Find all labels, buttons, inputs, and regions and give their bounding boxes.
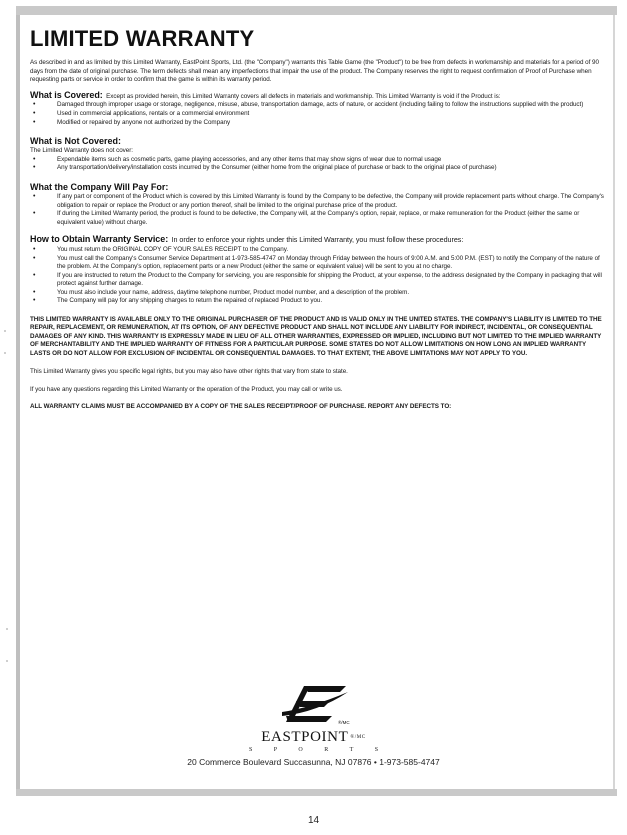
section-covered: [30, 91, 606, 127]
list-item: • If during the Limited Warranty period, the product is found to be defective, the Company will, at the Company's option, repair, replace, or make remuneration for the Product (either the same or equivalent value) without charge.: [30, 210, 606, 227]
section-service: [30, 235, 606, 306]
list-item: • Damaged through improper usage or storage, negligence, misuse, abuse, transportation damage, acts of nature, or accident (including failing to follow the instructions supplied with the product): [30, 101, 606, 110]
will-pay-heading: What the Company Will Pay For:: [30, 181, 169, 192]
intro-paragraph: As described in and as limited by this Limited Warranty, EastPoint Sports, Ltd. (the "Company") warrants this Table Game (the "Product") to be free from defects in workmanship and materials for a period of 90 days from the date of original purchase. The term defects shall mean any imperfections that impair the use of the product. The Company reserves the right to request confirmation of Proof of Purchase when requesting parts or service in order to confirm that the game is within its warranty period.: [30, 59, 599, 84]
company-address: 20 Commerce Boulevard Succasunna, NJ 07876 • 1-973-585-4747: [187, 757, 440, 767]
list-item: • Used in commercial applications, rentals or a commercial environment: [30, 110, 606, 119]
scan-mark: [4, 352, 6, 354]
liability-disclaimer: THIS LIMITED WARRANTY IS AVAILABLE ONLY TO THE ORIGINAL PURCHASER OF THE PRODUCT AND IS VALID ONLY IN THE UNITED STATES. THE COMPANY'S LIABILITY IS LIMITED TO THE REPAIR, REPLACEMENT, OR REMUNERATION, AT ITS OPTION, OF ANY DEFECTIVE PRODUCT AND SHALL NOT INCLUDE ANY LIABILITY FOR INDIRECT, INCIDENTAL, OR CONSEQUENTIAL DAMAGES OF ANY KIND. THIS WARRANTY IS EXPRESSLY MADE IN LIEU OF ALL OTHER WARRANTIES, EXPRESSED OR IMPLIED, INCLUDING BUT NOT LIMITED TO THE IMPLIED WARRANTY OF MERCHANTABILITY AND THE IMPLIED WARRANTY OF FITNESS FOR A PARTICULAR PURPOSE. SOME STATES DO NOT ALLOW LIMITATIONS ON HOW LONG AN IMPLIED WARRANTY LASTS OR DO NOT ALLOW FOR EXCLUSION OF INCIDENTAL OR CONSEQUENTIAL DAMAGES. TO THAT EXTENT, THE ABOVE LIMITATIONS MAY NOT APPLY TO YOU.: [30, 316, 602, 357]
warranty-content: [30, 26, 606, 412]
covered-text: Except as provided herein, this Limited Warranty covers all defects in materials and workmanship. This Limited Warranty is void if the Product is:: [106, 92, 501, 100]
section-will-pay: [30, 182, 606, 227]
service-text: In order to enforce your rights under this Limited Warranty, you must follow these procedures:: [171, 235, 464, 245]
right-border-rule: [613, 15, 615, 791]
eastpoint-logo: [0, 682, 627, 767]
eastpoint-e-logo-icon: [274, 682, 354, 726]
service-list: [30, 246, 606, 306]
brand-name: [0, 729, 627, 746]
brand-registered-mark: ®/MC: [350, 735, 366, 741]
list-item: • Any transportation/delivery/installation costs incurred by the Consumer (either home from the original place of purchase or back to the original place of purchase): [30, 164, 606, 173]
page-number: 14: [307, 815, 320, 826]
list-item: • You must also include your name, address, daytime telephone number, Product model number, and a description of the problem.: [30, 289, 606, 298]
scan-mark: [6, 660, 8, 662]
list-item: • You must return the ORIGINAL COPY OF YOUR SALES RECEIPT to the Company.: [30, 246, 606, 255]
not-covered-text: The Limited Warranty does not cover:: [30, 147, 133, 155]
left-border-rule: [16, 15, 20, 791]
scan-mark: [4, 330, 6, 332]
top-border-bar: [16, 6, 617, 15]
logo-registered-mark: ®/MC: [337, 720, 350, 725]
will-pay-list: [30, 193, 606, 227]
section-not-covered: [30, 136, 606, 173]
list-item: • If any part or component of the Product which is covered by this Limited Warranty is found by the Company to be defective, the Company will provide replacement parts without charge. The Company's obligation to repair or replace the Product or any portion thereof, shall be limited to the original purchase price of the product.: [30, 193, 606, 210]
bottom-border-bar: [16, 789, 617, 796]
questions-text: If you have any questions regarding this Limited Warranty or the operation of the Product, you may call or write us.: [30, 385, 343, 393]
list-item: • You must call the Company's Consumer Service Department at 1-973-585-4747 on Monday through Friday between the hours of 9:00 A.M. and 5:00 P.M. (EST) to notify the Company of the nature of the problem. At the Company's option, replacement parts or a new Product (either the same or equivalent value) will be sent to you at no charge.: [30, 255, 606, 272]
scan-mark: [6, 628, 8, 630]
service-heading: How to Obtain Warranty Service:: [30, 234, 169, 245]
brand-wordmark: EASTPOINT: [261, 729, 349, 745]
covered-list: [30, 101, 606, 127]
list-item: • Modified or repaired by anyone not authorized by the Company: [30, 119, 606, 128]
list-item: • Expendable items such as cosmetic parts, game playing accessories, and any other items that may show signs of wear due to normal usage: [30, 156, 606, 165]
list-item: • The Company will pay for any shipping charges to return the repaired of replaced Product to you.: [30, 297, 606, 306]
not-covered-heading: What is Not Covered:: [30, 136, 122, 147]
page-title: LIMITED WARRANTY: [30, 26, 255, 51]
claims-notice: ALL WARRANTY CLAIMS MUST BE ACCOMPANIED BY A COPY OF THE SALES RECEIPT/PROOF OF PURCHASE. REPORT ANY DEFECTS TO:: [30, 403, 452, 411]
list-item: • If you are instructed to return the Product to the Company for servicing, you are responsible for shipping the Product, at your expense, to the address designated by the Company in packaging that will protect against further damage.: [30, 272, 606, 289]
brand-tagline: S P O R T S: [248, 747, 389, 753]
not-covered-list: [30, 156, 606, 173]
covered-heading: What is Covered:: [30, 89, 103, 100]
legal-rights-text: This Limited Warranty gives you specific legal rights, but you may also have other rights that vary from state to state.: [30, 368, 348, 376]
